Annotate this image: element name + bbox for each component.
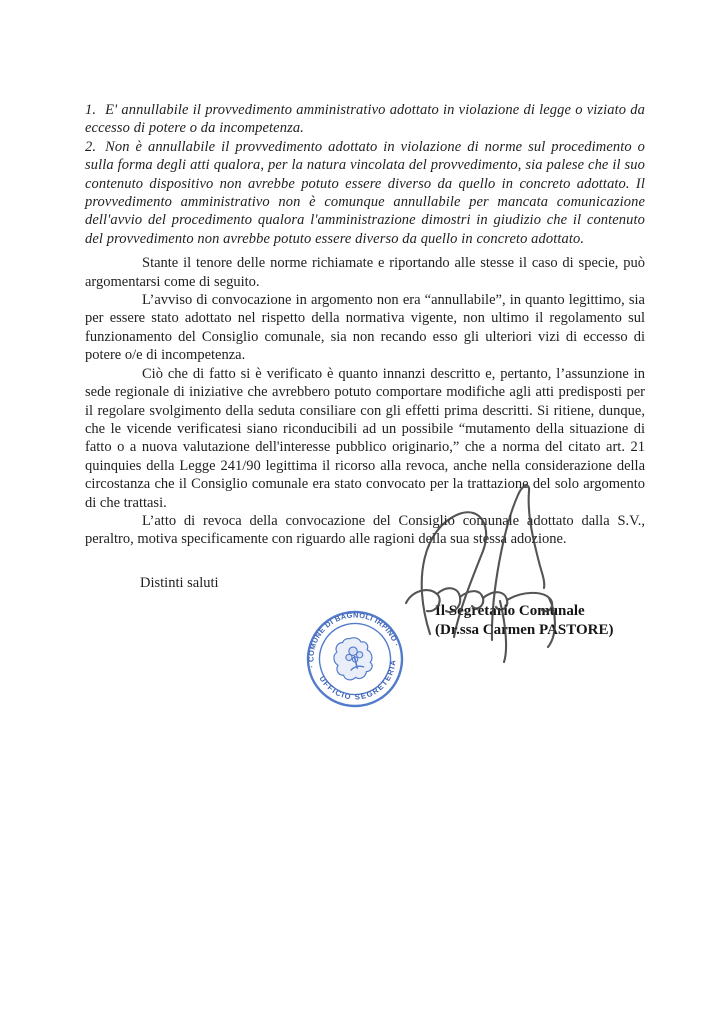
quoted-provision-1 bbox=[85, 101, 645, 138]
provision-number: 1. bbox=[85, 102, 97, 118]
closing-salutation: Distinti saluti bbox=[140, 574, 219, 591]
signature-stroke bbox=[492, 486, 544, 640]
provision-text: Non è annullabile il provvedimento adottato in violazione di norme sul procedimento o sulla forma degli atti qualora, per la natura vincolata del provvedimento, sia palese che il suo contenuto dispositivo non avrebbe potuto essere diverso da quello in concreto adottato. Il provvedimento amministrativo non è comunque annullabile per mancata comunicazione dell'avvio del procedimento qualora l'amministrazione dimostri in giudizio che il contenuto del provvedimento non avrebbe potuto essere diverso da quello in concreto adottato. bbox=[85, 138, 645, 247]
provision-number: 2. bbox=[85, 138, 97, 155]
paragraph-stante: Stante il tenore delle norme richiamate e riportando alle stesse il caso di specie, può argomentarsi come di seguito. bbox=[85, 255, 645, 290]
quoted-provision-2 bbox=[85, 138, 645, 248]
signer-title: Il Segretario Comunale bbox=[435, 603, 585, 620]
paragraph-cio-che: Ciò che di fatto si è verificato è quanto innanzi descritto e, pertanto, l’assunzione in sede regionale di iniziative che avrebbero potuto comportare modifiche agli atti predisposti per il regolare svolgimento della seduta consiliare con gli effetti prima descritti. Si ritiene, dunque, che le vicende verificatesi siano riconducibili ad un possibile “mutamento della situazione di fatto o a nuova valutazione dell'interesse pubblico originario,” che a norma del citato art. 21 quinquies della Legge 241/90 legittima il ricorso alla revoca, anche nella considerazione della circostanza che il Consiglio comunale era stato convocato per la trattazione del solo argomento di che trattasi. bbox=[85, 365, 645, 511]
paragraph-avviso: L’avviso di convocazione in argomento non era “annullabile”, in quanto legittimo, sia per essere stato adottato nel rispetto della normativa vigente, non ultimo il regolamento sul funzionamento del Consiglio comunale, sia non recando esso gli ulteriori vizi di eccesso di potere o/e di incompetenza. bbox=[85, 292, 645, 364]
provision-text: E' annullabile il provvedimento amministrativo adottato in violazione di legge o viziato da eccesso di potere o da incompetenza. bbox=[85, 102, 645, 137]
paragraph-atto-di-revoca: L’atto di revoca della convocazione del Consiglio comunale adottato dalla S.V., peraltro, motiva specificamente con riguardo alle ragioni della sua stessa adozione. bbox=[85, 512, 645, 548]
signature-stroke bbox=[507, 593, 552, 611]
stamp-emblem bbox=[330, 634, 376, 684]
signature-stroke bbox=[422, 512, 486, 637]
signer-name: (Dr.ssa Carmen PASTORE) bbox=[435, 622, 614, 639]
stamp-bottom-arc-text: UFFICIO SEGRETERIA bbox=[317, 658, 398, 702]
stamp-top-arc-text: · COMUNE DI BAGNOLI IRPINO · bbox=[306, 610, 402, 669]
signature-stroke bbox=[548, 598, 555, 647]
handwritten-signature bbox=[390, 476, 605, 676]
